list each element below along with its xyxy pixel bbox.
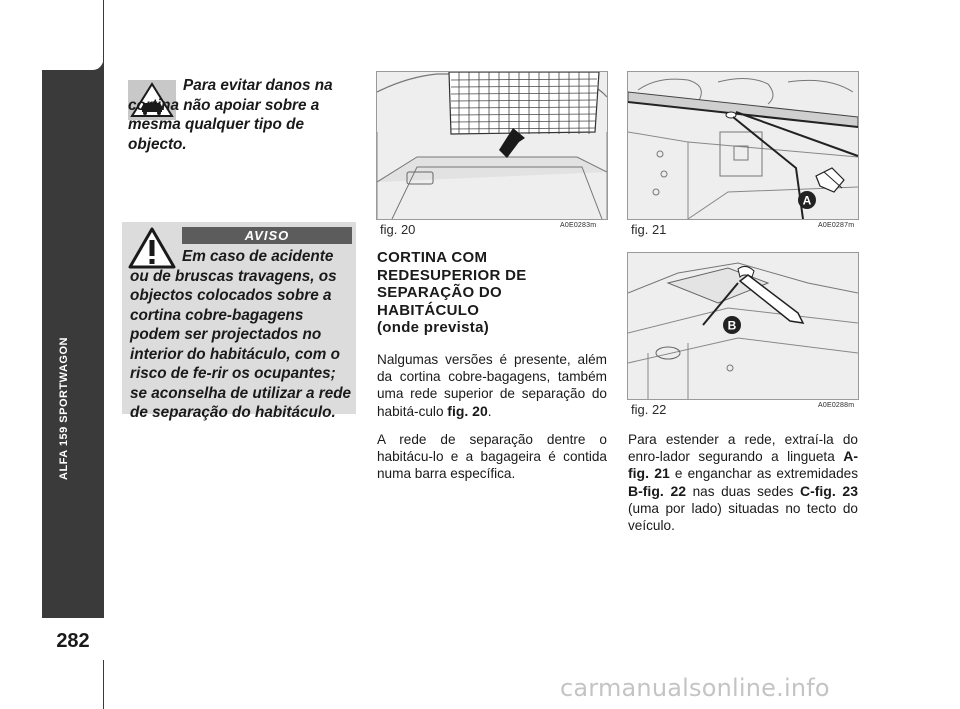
- instructions-part-1: Para estender a rede, extraí-la do enro-lador segurando a lingueta: [628, 432, 858, 465]
- heading-line-4: HABITÁCULO: [377, 301, 480, 319]
- paragraph-instructions: [628, 431, 858, 534]
- figure-22-illustration: [628, 253, 858, 399]
- instructions-part-2: e enganchar as extremidades: [669, 466, 858, 482]
- heading-line-2: REDESUPERIOR DE: [377, 266, 527, 284]
- footer-watermark: carmanualsonline.info: [560, 674, 830, 702]
- fig-21-reference: A-fig. 21: [628, 448, 858, 482]
- figure-21-illustration: [628, 72, 858, 219]
- section-heading: [377, 249, 607, 337]
- figure-20-code: A0E0283m: [560, 222, 597, 229]
- notice-damage-text: Para evitar danos na cortina não apoiar sobre a mesma qualquer tipo de objecto.: [128, 77, 333, 153]
- sidebar-band: [42, 70, 104, 660]
- heading-line-3: SEPARAÇÃO DO: [377, 284, 502, 301]
- paragraph-intro: [377, 351, 607, 420]
- figure-22: [627, 252, 859, 400]
- callout-a: A: [802, 193, 812, 208]
- figure-20-illustration: [377, 72, 607, 219]
- vertical-title: [58, 450, 88, 480]
- sidebar-top-curve: [42, 0, 104, 70]
- paragraph-separation: A rede de separação dentre o habitácu-lo e a bagageira é contida numa barra específica.: [377, 432, 607, 482]
- heading-line-1: CORTINA COM: [377, 249, 488, 266]
- callout-b: B: [727, 318, 737, 333]
- figure-20-caption: fig. 20: [380, 222, 416, 237]
- warning-text: [130, 247, 352, 423]
- page-number: 282: [56, 630, 90, 652]
- figure-21-code: A0E0287m: [818, 222, 855, 229]
- instructions-part-3: nas duas sedes: [686, 483, 800, 499]
- instructions-part-4: (uma por lado) situadas no tecto do veículo.: [628, 500, 858, 534]
- fig-23-reference: C-fig. 23: [799, 482, 859, 499]
- figure-22-code: A0E0288m: [818, 402, 855, 409]
- fig-20-reference: fig. 20: [447, 402, 488, 419]
- figure-20: [376, 71, 608, 220]
- figure-21: [627, 71, 859, 220]
- aviso-label: AVISO: [182, 227, 352, 244]
- paragraph-intro-end: .: [487, 403, 492, 419]
- fig-22-reference: B-fig. 22: [628, 482, 687, 499]
- paragraph-intro-text: Nalgumas versões é presente, além da cortina cobre-bagagens, também uma rede superior de separação do habitá-culo: [377, 352, 607, 419]
- figure-22-caption: fig. 22: [631, 402, 667, 417]
- figure-21-caption: fig. 21: [631, 222, 667, 237]
- heading-line-5: (onde prevista): [377, 319, 490, 336]
- warning-text-content: Em caso de acidente ou de bruscas travagens, os objectos colocados sobre a cortina cobre-bagagens podem ser projectados no interior do habitáculo, com o risco de fe-rir os ocupantes; se aconselha de utilizar a rede de separação do habitáculo.: [130, 248, 352, 421]
